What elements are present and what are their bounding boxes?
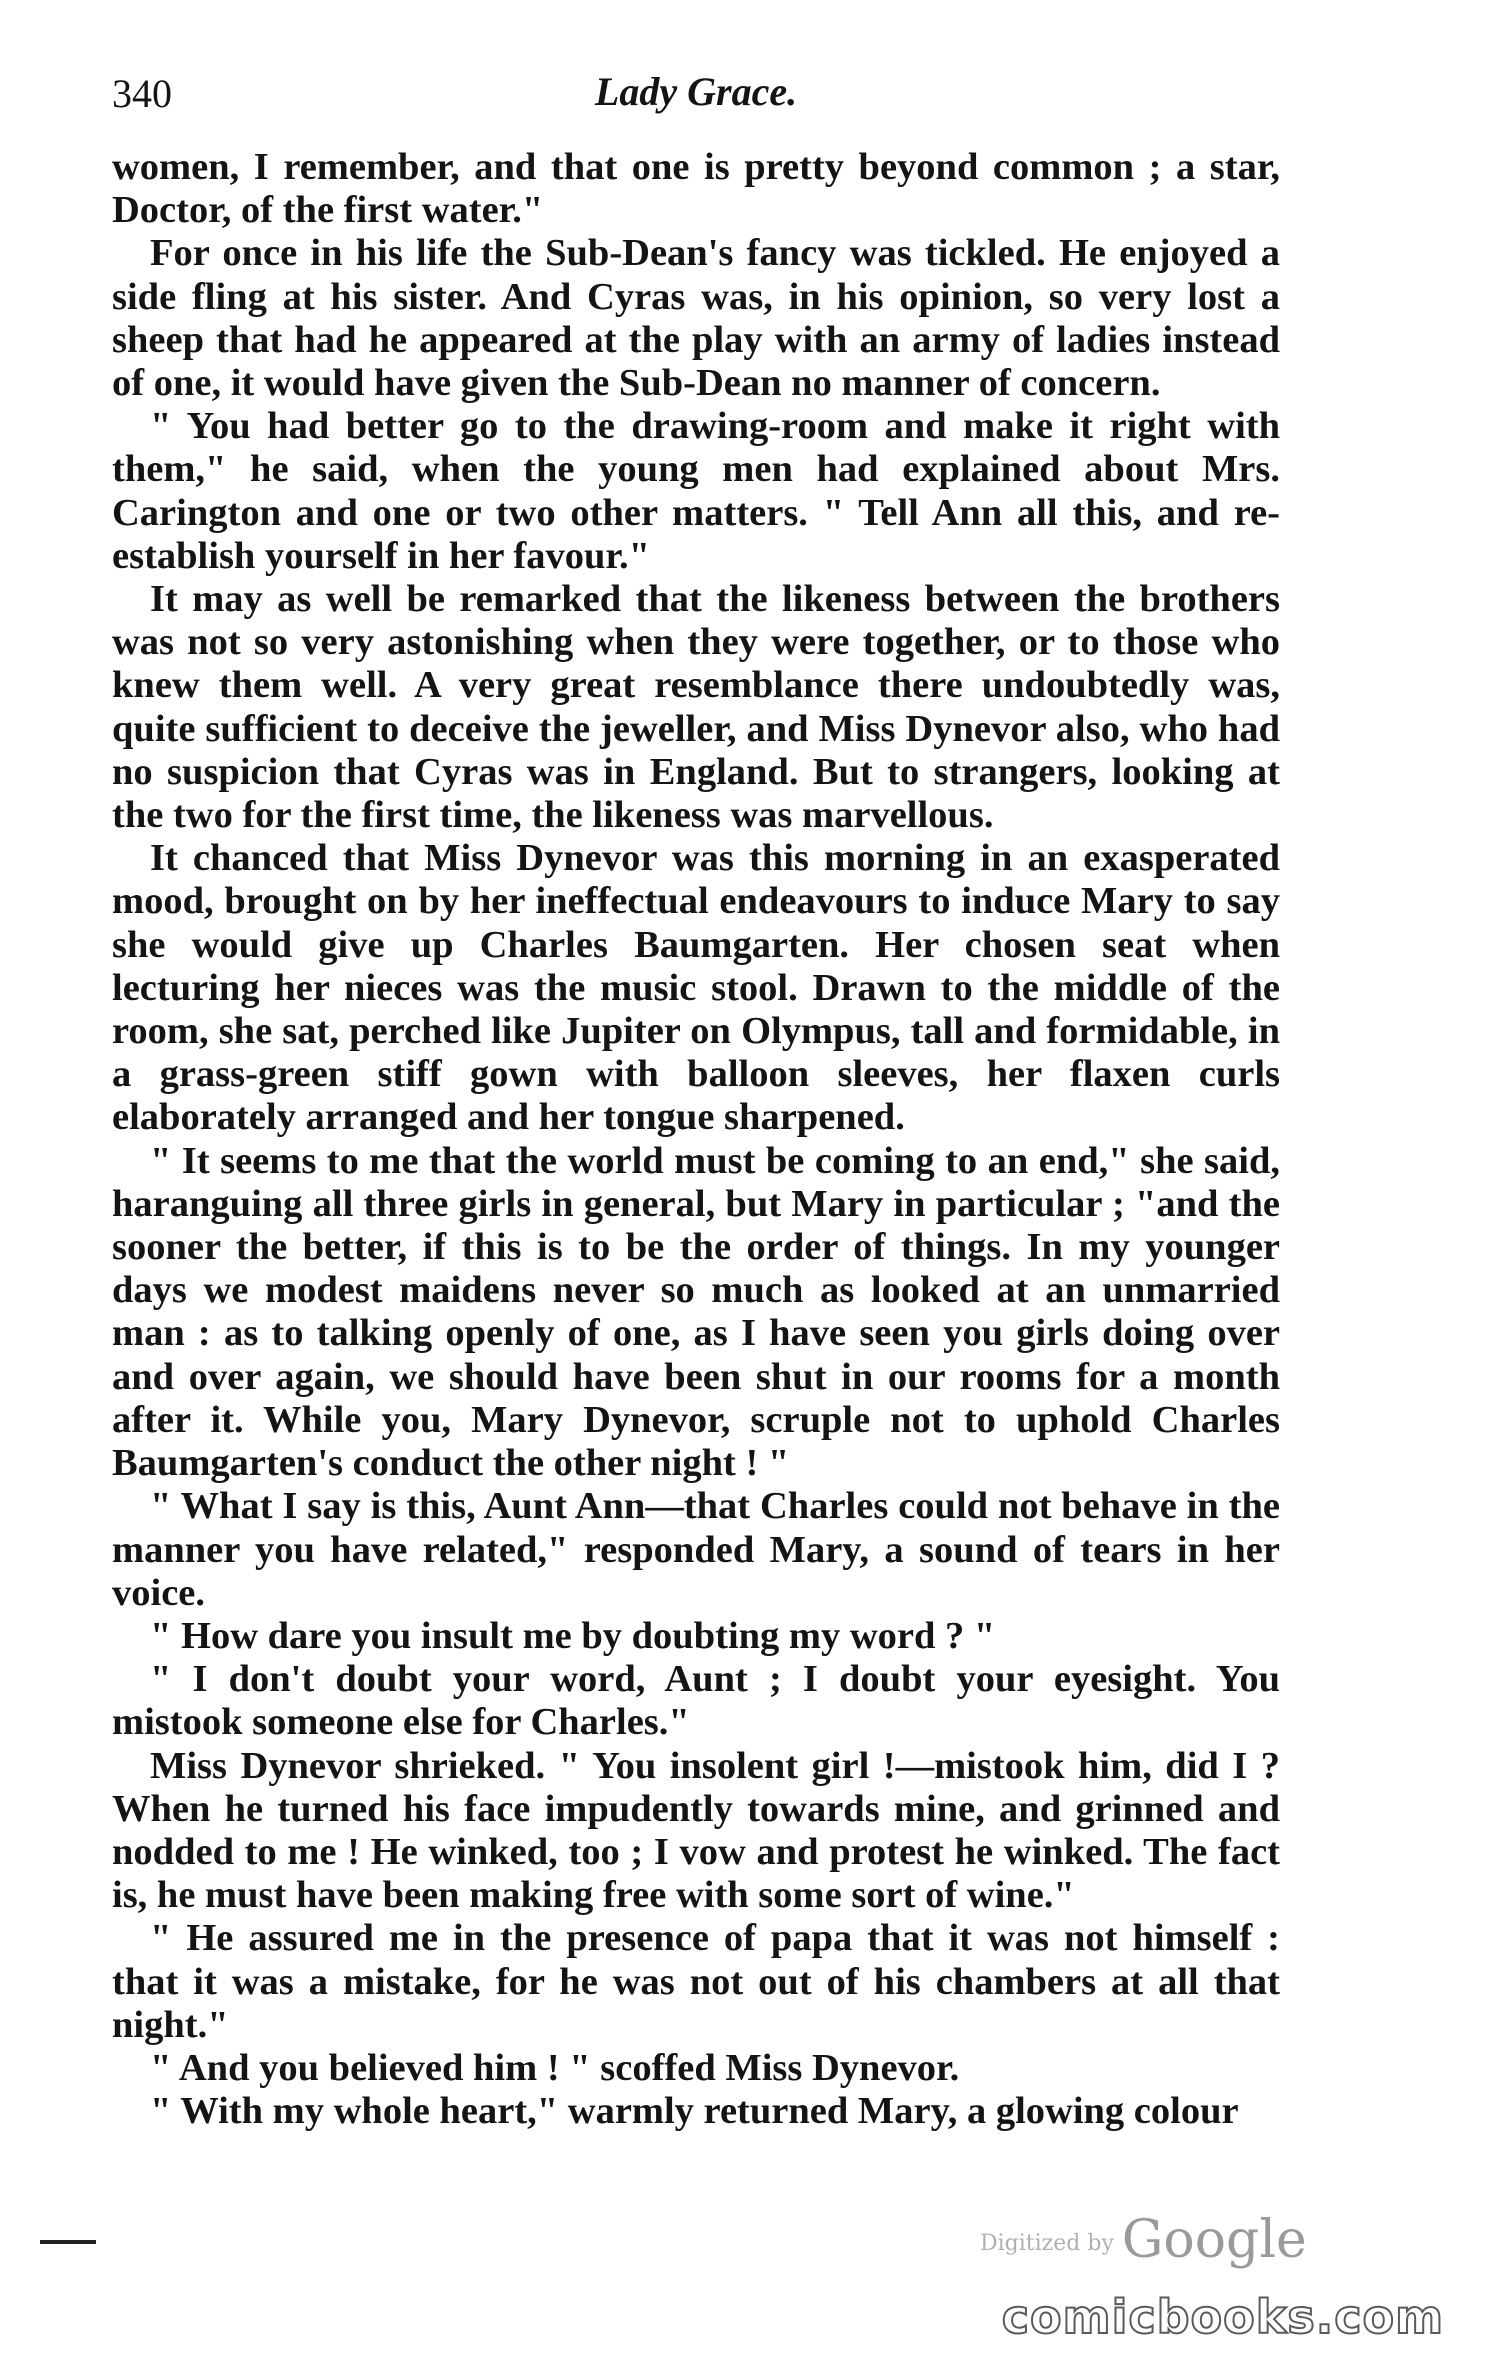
paragraph: " It seems to me that the world must be coming to an end," she said, haranguing all three girls in general, but Mary in particular ; "and the sooner the better, if this is to be the order of things. In my younger days we modest maidens never so much as looked at an unmarried man : as to talking openly of one, as I have seen you girls doing over and over again, we should have been shut in our rooms for a month after it. While you, Mary Dynevor, scruple not to uphold Charles Baumgarten's conduct the other night ! " <box>112 1139 1280 1485</box>
google-logo-text: Google <box>1121 2210 1307 2270</box>
paragraph: It chanced that Miss Dynevor was this morning in an exasperated mood, brought on by her ineffectual endeavours to induce Mary to say she would give up Charles Baumgarten. Her chosen seat when lecturing her nieces was the music stool. Drawn to the middle of the room, she sat, perched like Jupiter on Olympus, tall and formidable, in a grass-green stiff gown with balloon sleeves, her flaxen curls elaborately arranged and her tongue sharpened. <box>112 837 1280 1139</box>
paragraph: " He assured me in the presence of papa that it was not himself : that it was a mistake, for he was not out of his chambers at all that night." <box>112 1917 1280 2046</box>
margin-mark <box>40 2240 96 2244</box>
watermark: comicbooks.com <box>1001 2290 1444 2344</box>
page-header <box>112 62 1280 122</box>
paragraph: Miss Dynevor shrieked. " You insolent girl !—mistook him, did I ? When he turned his face impudently towards mine, and grinned and nodded to me ! He winked, too ; I vow and protest he winked. The fact is, he must have been making free with some sort of wine." <box>112 1744 1280 1917</box>
digitized-prefix: Digitized by <box>980 2231 1114 2256</box>
paragraph: For once in his life the Sub-Dean's fancy was tickled. He enjoyed a side fling at his sister. And Cyras was, in his opinion, so very lost a sheep that had he appeared at the play with an army of ladies instead of one, it would have given the Sub-Dean no manner of concern. <box>112 232 1280 405</box>
paragraph: " I don't doubt your word, Aunt ; I doubt your eyesight. You mistook someone else for Charles." <box>112 1658 1280 1744</box>
paragraph: women, I remember, and that one is pretty beyond common ; a star, Doctor, of the first water." <box>112 146 1280 232</box>
paragraph: " You had better go to the drawing-room and make it right with them," he said, when the young men had explained about Mrs. Carington and one or two other matters. " Tell Ann all this, and re-establish yourself in her favour." <box>112 405 1280 577</box>
paragraph: " With my whole heart," warmly returned Mary, a glowing colour <box>150 2090 1239 2133</box>
digitized-by-google-mark <box>980 2210 1307 2270</box>
body-text <box>112 146 1280 2133</box>
page-number: 340 <box>112 71 172 116</box>
paragraph: " What I say is this, Aunt Ann—that Charles could not behave in the manner you have related," responded Mary, a sound of tears in her voice. <box>112 1485 1280 1614</box>
paragraph: " And you believed him ! " scoffed Miss Dynevor. <box>150 2046 960 2089</box>
paragraph: It may as well be remarked that the likeness between the brothers was not so very astonishing when they were together, or to those who knew them well. A very great resemblance there undoubtedly was, quite sufficient to deceive the jeweller, and Miss Dynevor also, who had no suspicion that Cyras was in England. But to strangers, looking at the two for the first time, the likeness was marvellous. <box>112 578 1280 837</box>
paragraph: " How dare you insult me by doubting my word ? " <box>150 1614 996 1657</box>
running-title: Lady Grace. <box>594 69 798 114</box>
